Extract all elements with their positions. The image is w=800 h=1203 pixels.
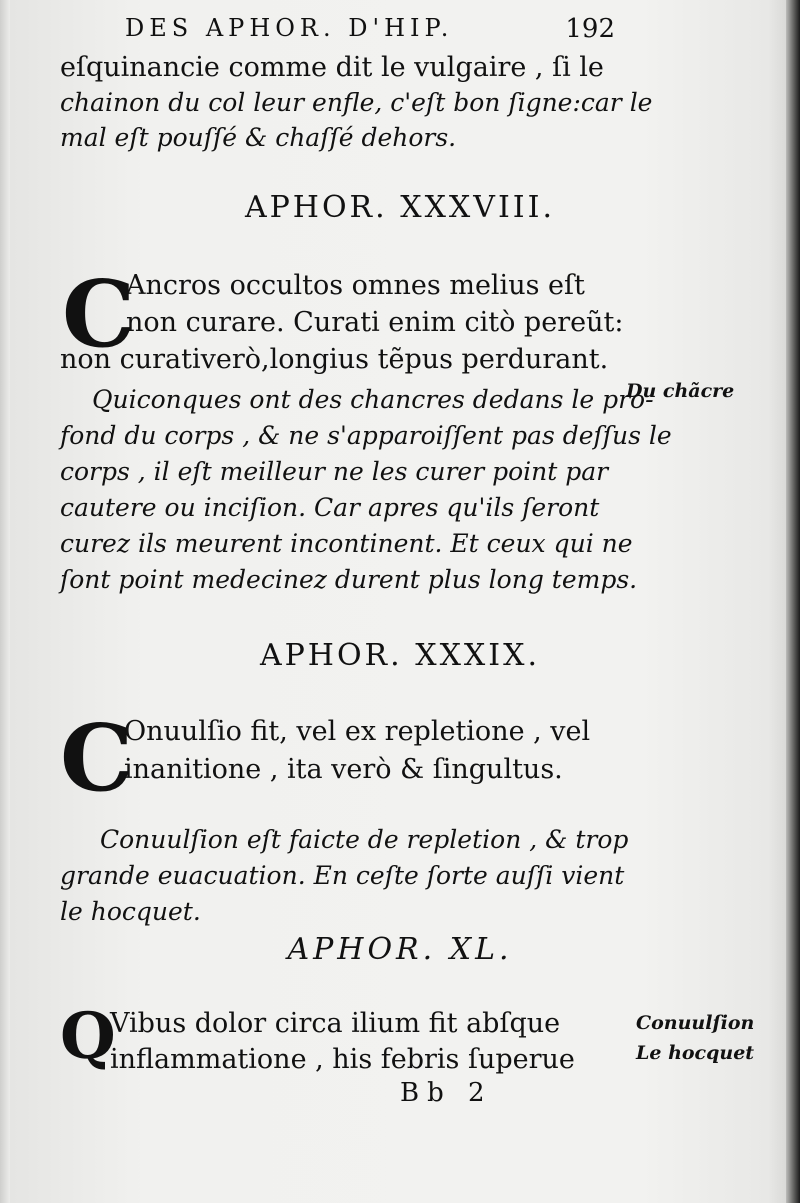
latin-line: inanitione , ita verò & ſingultus.: [124, 754, 563, 785]
margin-note: Conuulſion: [636, 1012, 755, 1034]
intro-line: chainon du col leur enfle, c'eſt bon ſigne:car le: [60, 88, 653, 117]
signature-mark: Bb 2: [400, 1078, 493, 1108]
latin-line: non curare. Curati enim citò pereũt:: [126, 307, 624, 338]
french-line: grande euacuation. En ceſte ſorte auſſi vient: [60, 861, 625, 890]
french-line: Conuulſion eſt faicte de repletion , & trop: [100, 825, 629, 854]
latin-line: Ancros occultos omnes melius eſt: [126, 270, 585, 301]
margin-note: Le hocquet: [636, 1042, 755, 1064]
intro-line: mal eſt pouſſé & chaſſé dehors.: [60, 123, 457, 152]
page-number: 192: [565, 14, 615, 44]
running-head: [125, 14, 615, 48]
french-line: corps , il eſt meilleur ne les curer point par: [60, 457, 609, 486]
page-gutter-shadow: [0, 0, 10, 1203]
aphorism-heading: APHOR. XXXVIII.: [244, 190, 556, 225]
french-line: Quiconques ont des chancres dedans le pro-: [92, 385, 654, 414]
french-line: fond du corps , & ne s'apparoiſſent pas deſſus le: [60, 421, 672, 450]
drop-cap: Q: [60, 999, 116, 1074]
intro-line-text: eſquinancie comme dit le vulgaire , ſi le: [60, 52, 604, 83]
aphorism-heading: APHOR. XL.: [287, 932, 513, 967]
aphorism-heading: APHOR. XXXIX.: [259, 638, 541, 673]
intro-line: [60, 50, 604, 86]
french-line: cautere ou inciſion. Car apres qu'ils ſeront: [60, 493, 600, 522]
latin-line: inflammatione , his febris ſuperue: [110, 1044, 575, 1075]
margin-note: Du chãcre: [626, 380, 735, 402]
running-title: DES APHOR. D'HIP.: [125, 14, 454, 42]
page-edge-shadow: [786, 0, 800, 1203]
latin-line: Vibus dolor circa ilium fit abſque: [110, 1008, 561, 1039]
latin-line: non curativerò,longius tẽpus perdurant.: [60, 344, 609, 375]
french-line: le hocquet.: [60, 897, 201, 926]
french-line: ſont point medecinez durent plus long temps.: [60, 565, 638, 594]
latin-line: Onuulſio fit, vel ex repletione , vel: [124, 716, 591, 747]
drop-cap: C: [60, 704, 134, 812]
drop-cap: C: [62, 260, 136, 368]
french-line: curez ils meurent incontinent. Et ceux qui ne: [60, 529, 633, 558]
